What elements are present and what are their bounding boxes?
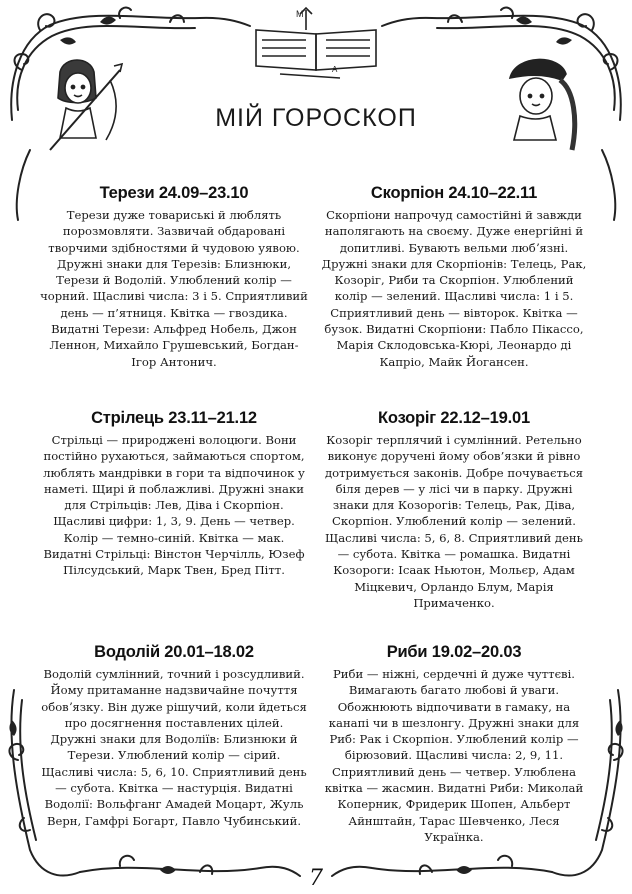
sign-sagittarius	[40, 409, 308, 579]
sign-pisces	[320, 643, 588, 845]
sign-heading: Риби 19.02–20.03	[386, 643, 522, 661]
sign-heading: Скорпіон 24.10–22.11	[370, 184, 538, 202]
sign-heading: Козоріг 22.12–19.01	[378, 409, 530, 427]
sign-description: Риби — ніжні, сердечні й дуже чуттєві. Вимагають багато любові й уваги. Обожнюють відпочивати в гамаку, на канапі чи в шезлонгу. Дружні знаки для Риб: Рак і Скорпіон. Улюблений колір — бірюзовий. Щасливі числа: 2, 9, 11. Сприятливий день — четвер. Улюблена квітка — жасмин. Видатні Риби: Миколай Коперник, Фридерик Шопен, Альберт Айнштайн, Тарас Шевченко, Леся Українка.	[324, 667, 584, 844]
book-emblem	[256, 8, 376, 78]
sign-heading: Водолій 20.01–18.02	[94, 643, 254, 661]
page-number: 7	[309, 866, 323, 891]
sign-aquarius	[40, 643, 308, 829]
sign-description: Козоріг терплячий і сумлінний. Ретельно виконує доручені йому обов’язки й рівно дотримується законів. Добре почувається біля дерев — у лісі чи в парку. Дружні знаки для Козорогів: Телець, Рак, Діва, Скорпіон. Улюблений колір — зелений. Щасливі числа: 5, 6, 8. Сприятливий день — субота. Квітка — ромашка. Видатні Козороги: Ісаак Ньютон, Мольєр, Адам Міцкевич, Орландо Блум, Марія Примаченко.	[324, 433, 584, 610]
sign-heading: Терези 24.09–23.10	[99, 184, 249, 202]
sign-description: Водолій сумлінний, точний і розсудливий. Йому притаманне надзвичайне почуття обовʼязку. Він дуже рішучий, коли йдеться про досягнення поставлених цілей. Дружні знаки для Водоліїв: Близнюки й Терези. Улюблений колір — сірий. Щасливі числа: 5, 6, 10. Сприятливий день — субота. Квітка — настурція. Видатні Водолії: Вольфганг Амадей Моцарт, Жуль Верн, Гамфрі Богарт, Павло Чубинський.	[41, 667, 307, 828]
sign-heading: Стрілець 23.11–21.12	[91, 409, 257, 427]
sign-libra	[40, 184, 308, 370]
sign-capricorn	[320, 409, 588, 611]
sign-description: Терези дуже товариські й люблять порозмовляти. Зазвичай обдаровані творчими здібностями й чудовою уявою. Дружні знаки для Терезів: Близнюки, Терези й Водолій. Улюблений колір — чорний. Щасливі числа: 3 і 5. Сприятливий день — п’ятниця. Квітка — гвоздика. Видатні Терези: Альфред Нобель, Джон Леннон, Михайло Грушевський, Богдан-Ігор Антонич.	[40, 208, 308, 369]
sign-description: Стрільці — природжені волоцюги. Вони постійно рухаються, займаються спортом, люблять мандрівки в гори та відпочинок у наметі. Щирі й поблажливі. Дружні знаки для Стрільців: Лев, Діва і Скорпіон. Щасливі цифри: 1, 3, 9. День — четвер. Колір — темно-синій. Квітка — мак. Видатні Стрільці: Вінстон Черчілль, Юзеф Пілсудський, Марк Твен, Бред Пітт.	[43, 433, 305, 578]
page-title: МІЙ ГОРОСКОП	[215, 104, 417, 132]
svg-text:M: M	[296, 9, 304, 19]
sign-scorpio	[320, 184, 588, 370]
svg-text:A: A	[332, 65, 338, 74]
sign-description: Скорпіони напрочуд самостійні й завжди наполягають на своєму. Дуже енергійні й допитливі. Бувають вельми любʼязні. Дружні знаки для Скорпіонів: Телець, Рак, Козоріг, Риби та Скорпіон. Улюблений колір — зелений. Щасливі числа: 1 і 5. Сприятливий день — вівторок. Квітка — бузок. Видатні Скорпіони: Пабло Пікассо, Марія Склодовська-Кюрі, Леонардо ді Капріо, Майк Йогансен.	[321, 208, 587, 369]
